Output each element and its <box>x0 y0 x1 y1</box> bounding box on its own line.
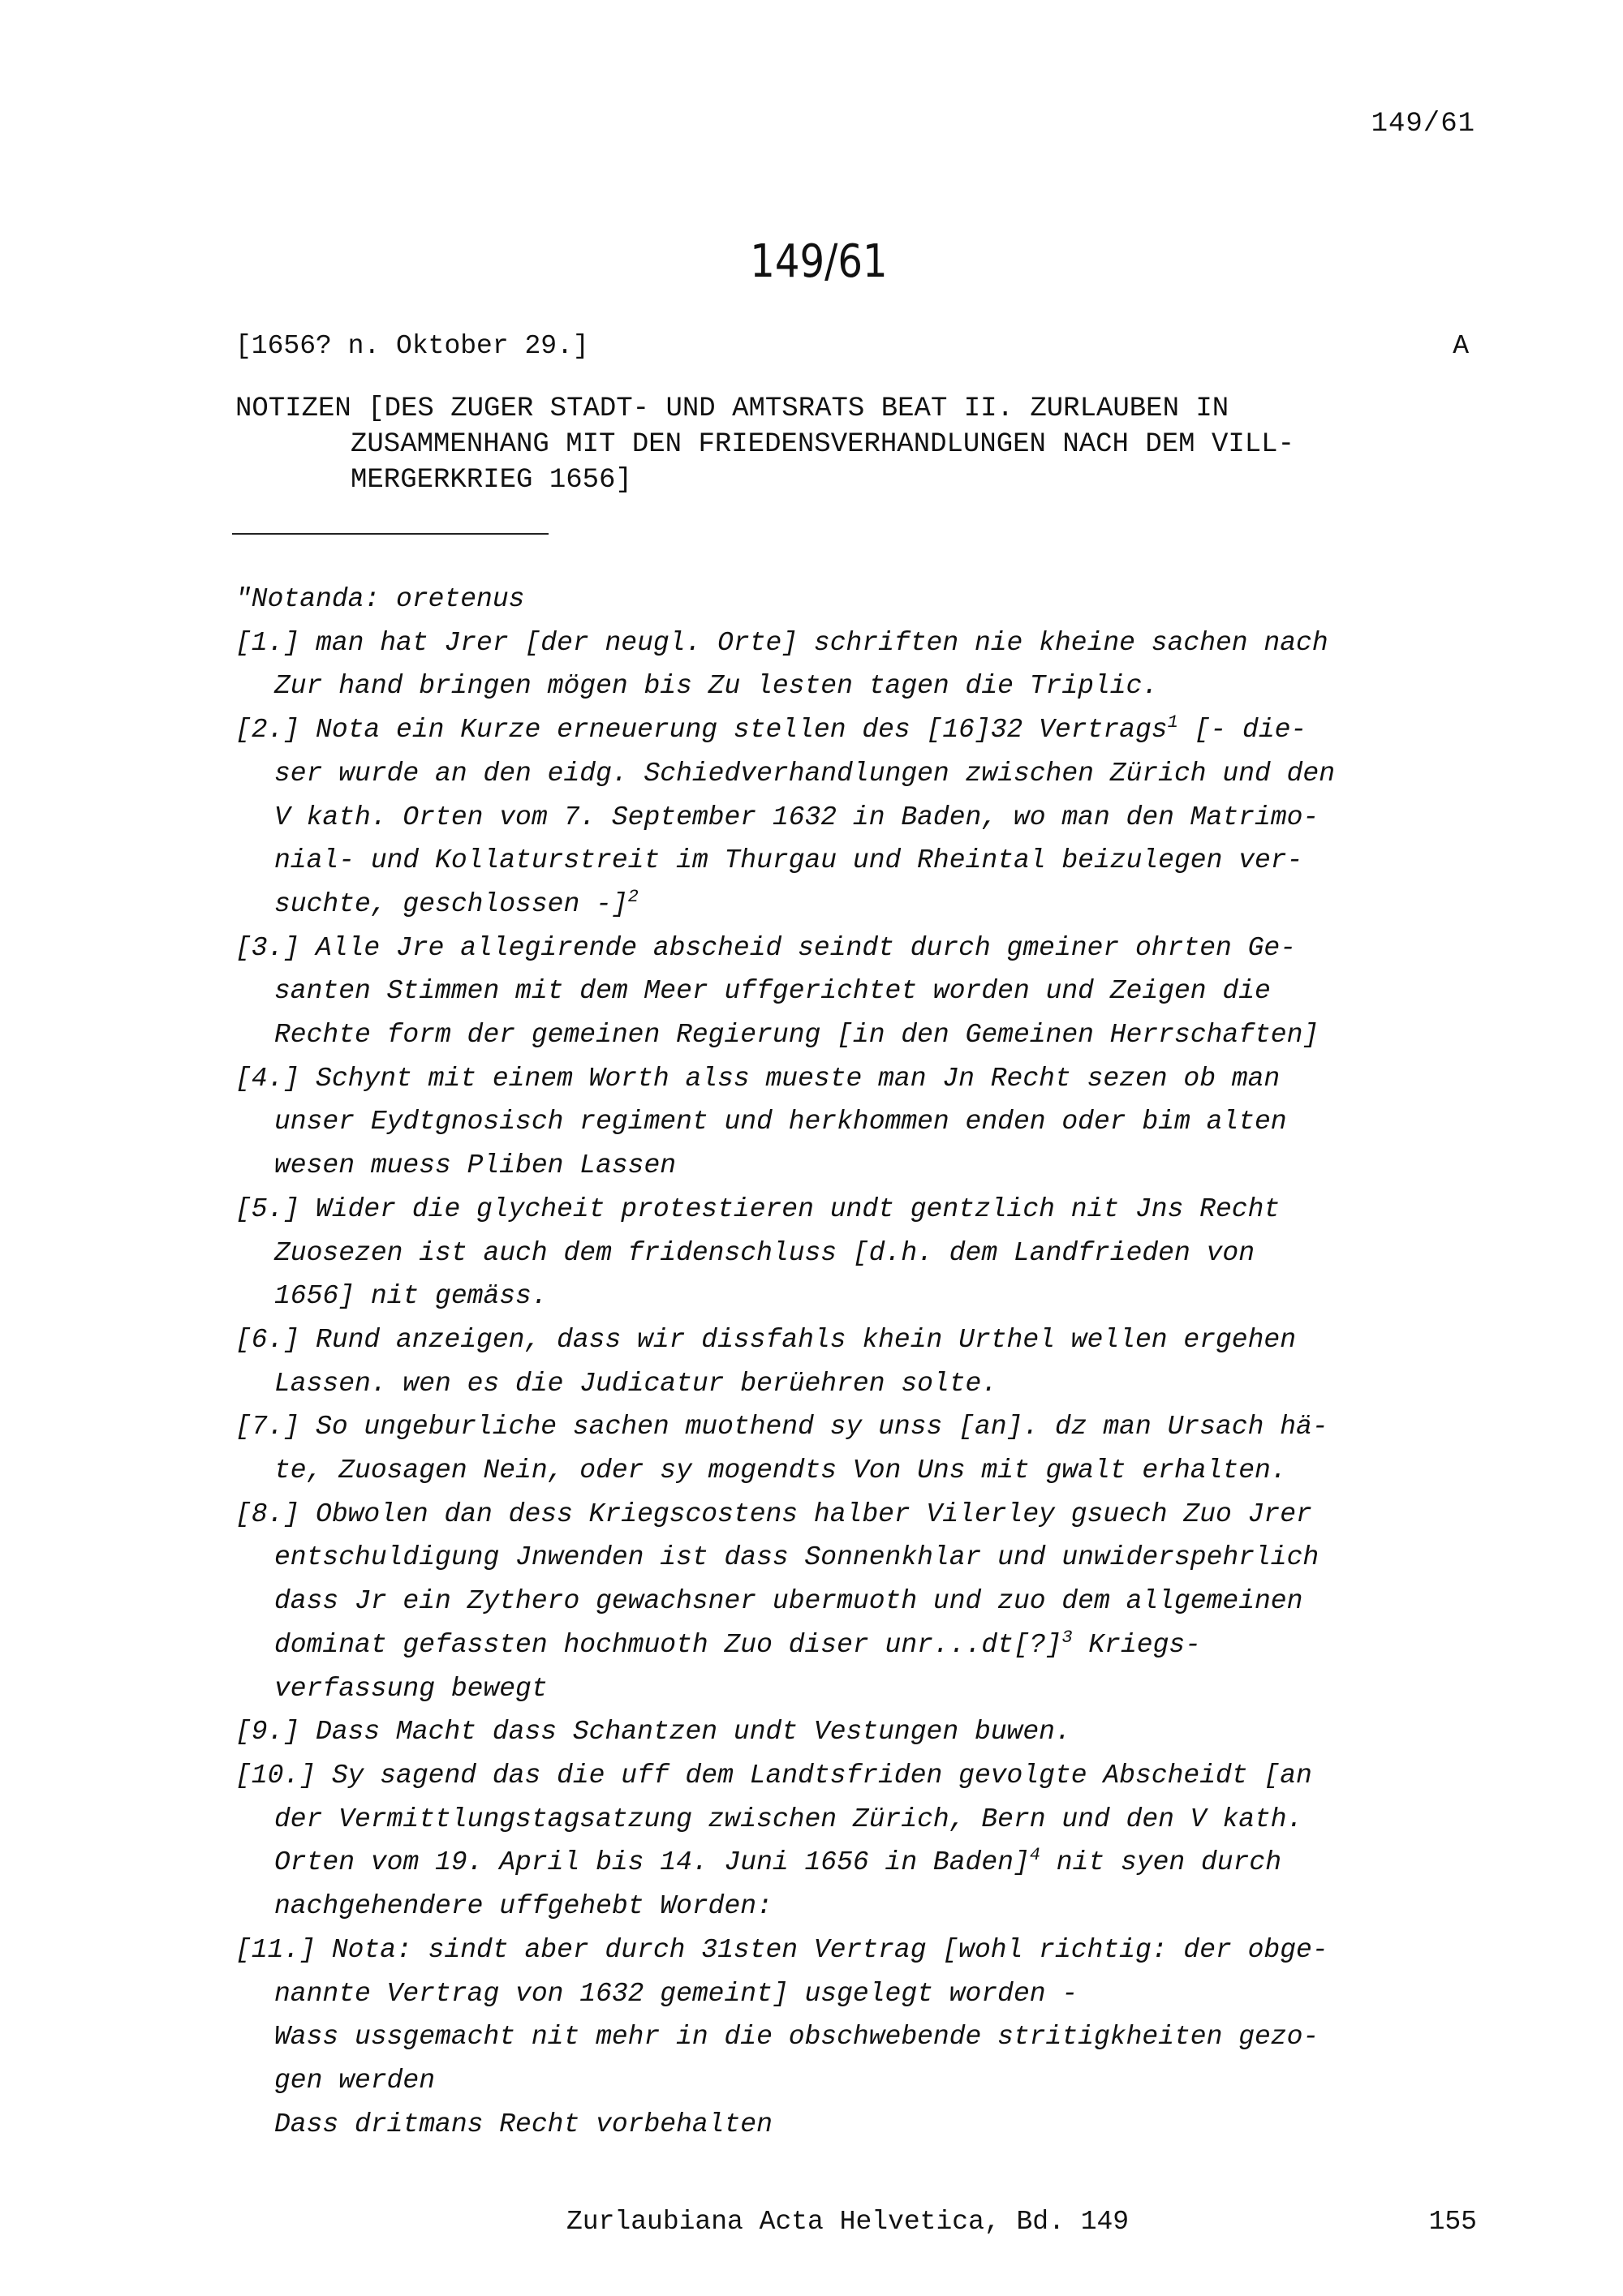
notes-body <box>235 578 1477 2146</box>
entry-10-line: der Vermittlungstagsatzung zwischen Zürich, Bern und den V kath. <box>274 1804 1303 1834</box>
entry-2-line: nial- und Kollaturstreit im Thurgau und Rheintal beizulegen ver- <box>274 845 1303 876</box>
entry-11-line: [11.] Nota: sindt aber durch 31sten Vertrag [wohl richtig: der obge- <box>235 1934 1328 1965</box>
entry-11-line: Dass dritmans Recht vorbehalten <box>274 2109 773 2139</box>
entry-1-line: Zur hand bringen mögen bis Zu lesten tagen die Triplic. <box>274 671 1159 702</box>
entry-4-line: wesen muess Pliben Lassen <box>274 1150 677 1181</box>
footnote-ref-2: 2 <box>627 886 639 907</box>
entry-4-line: unser Eydtgnosisch regiment und herkhommen enden oder bim alten <box>274 1107 1287 1137</box>
entry-3-line: Rechte form der gemeinen Regierung [in den Gemeinen Herrschaften] <box>274 1020 1319 1051</box>
footer-journal-title: Zurlaubiana Acta Helvetica, Bd. 149 <box>566 2207 1130 2237</box>
heading-divider <box>232 533 549 535</box>
entry-10-line <box>235 1841 1477 1885</box>
running-header-number: 149/61 <box>1371 109 1475 140</box>
entry-4-line: [4.] Schynt mit einem Worth alss mueste man Jn Recht sezen ob man <box>235 1063 1281 1094</box>
entry-5-line: Zuosezen ist auch dem fridenschluss [d.h. dem Landfrieden von <box>274 1237 1255 1268</box>
document-heading <box>235 391 1477 498</box>
heading-line: NOTIZEN [DES ZUGER STADT- UND AMTSRATS BEAT II. ZURLAUBEN IN <box>235 393 1229 424</box>
entry-2-text-tail: [- die- <box>1177 715 1307 746</box>
entry-2-line <box>235 883 1477 927</box>
footnote-ref-3: 3 <box>1061 1627 1073 1648</box>
entry-2-text: suchte, geschlossen -] <box>274 888 628 919</box>
entry-5-line: [5.] Wider die glycheit protestieren undt gentzlich nit Jns Recht <box>235 1193 1281 1224</box>
intro-line: "Notanda: oretenus <box>235 584 525 614</box>
entry-3-line: [3.] Alle Jre allegirende abscheid seindt durch gmeiner ohrten Ge- <box>235 932 1297 963</box>
footer-page-number: 155 <box>1428 2207 1477 2237</box>
document-date: [1656? n. Oktober 29.] <box>235 331 589 361</box>
entry-11-line: gen werden <box>274 2065 436 2096</box>
heading-line: ZUSAMMENHANG MIT DEN FRIEDENSVERHANDLUNGEN NACH DEM VILL- <box>351 429 1294 460</box>
entry-11-line: nannte Vertrag von 1632 gemeint] usgelegt worden - <box>274 1978 1078 2009</box>
entry-8-line: verfassung bewegt <box>274 1673 548 1704</box>
entry-10-text-tail: nit syen durch <box>1040 1847 1282 1878</box>
entry-11-line: Wass ussgemacht nit mehr in die obschwebende stritigkheiten gezo- <box>274 2022 1319 2053</box>
entry-1-line: [1.] man hat Jrer [der neugl. Orte] schriften nie kheine sachen nach <box>235 627 1328 658</box>
entry-5-line: 1656] nit gemäss. <box>274 1281 548 1312</box>
footnote-ref-4: 4 <box>1029 1845 1040 1866</box>
entry-2-line <box>235 708 1477 752</box>
entry-6-line: [6.] Rund anzeigen, dass wir dissfahls khein Urthel wellen ergehen <box>235 1324 1297 1355</box>
entry-2-text: [2.] Nota ein Kurze erneuerung stellen des [16]32 Vertrags <box>235 715 1168 746</box>
entry-8-line: [8.] Obwolen dan dess Kriegscostens halber Vilerley gsuech Zuo Jrer <box>235 1498 1312 1529</box>
entry-2-line: V kath. Orten vom 7. September 1632 in Baden, wo man den Matrimo- <box>274 802 1319 832</box>
footnote-ref-1: 1 <box>1167 712 1178 733</box>
entry-6-line: Lassen. wen es die Judicatur berüehren solte. <box>274 1368 998 1399</box>
entry-8-line: dass Jr ein Zythero gewachsner ubermuoth und zuo dem allgemeinen <box>274 1586 1303 1617</box>
entry-8-text-tail: Kriegs- <box>1072 1629 1201 1660</box>
document-number-title: 149/61 <box>750 235 888 288</box>
entry-7-line: [7.] So ungeburliche sachen muothend sy unss [an]. dz man Ursach hä- <box>235 1412 1328 1443</box>
document-letter: A <box>1453 331 1469 361</box>
entry-8-text: dominat gefassten hochmuoth Zuo diser unr...dt[?] <box>274 1629 1062 1660</box>
entry-9-line: [9.] Dass Macht dass Schantzen undt Vestungen buwen. <box>235 1717 1071 1748</box>
heading-line: MERGERKRIEG 1656] <box>351 465 632 496</box>
entry-8-line <box>235 1623 1477 1667</box>
entry-10-line: nachgehendere uffgehebt Worden: <box>274 1891 773 1922</box>
entry-3-line: santen Stimmen mit dem Meer uffgerichtet worden und Zeigen die <box>274 976 1271 1007</box>
entry-7-line: te, Zuosagen Nein, oder sy mogendts Von Uns mit gwalt erhalten. <box>274 1455 1287 1486</box>
entry-8-line: entschuldigung Jnwenden ist dass Sonnenkhlar und unwiderspehrlich <box>274 1542 1319 1573</box>
entry-10-text: Orten vom 19. April bis 14. Juni 1656 in Baden] <box>274 1847 1030 1878</box>
entry-2-line: ser wurde an den eidg. Schiedverhandlungen zwischen Zürich und den <box>274 758 1336 789</box>
entry-10-line: [10.] Sy sagend das die uff dem Landtsfriden gevolgte Abscheidt [an <box>235 1760 1312 1791</box>
